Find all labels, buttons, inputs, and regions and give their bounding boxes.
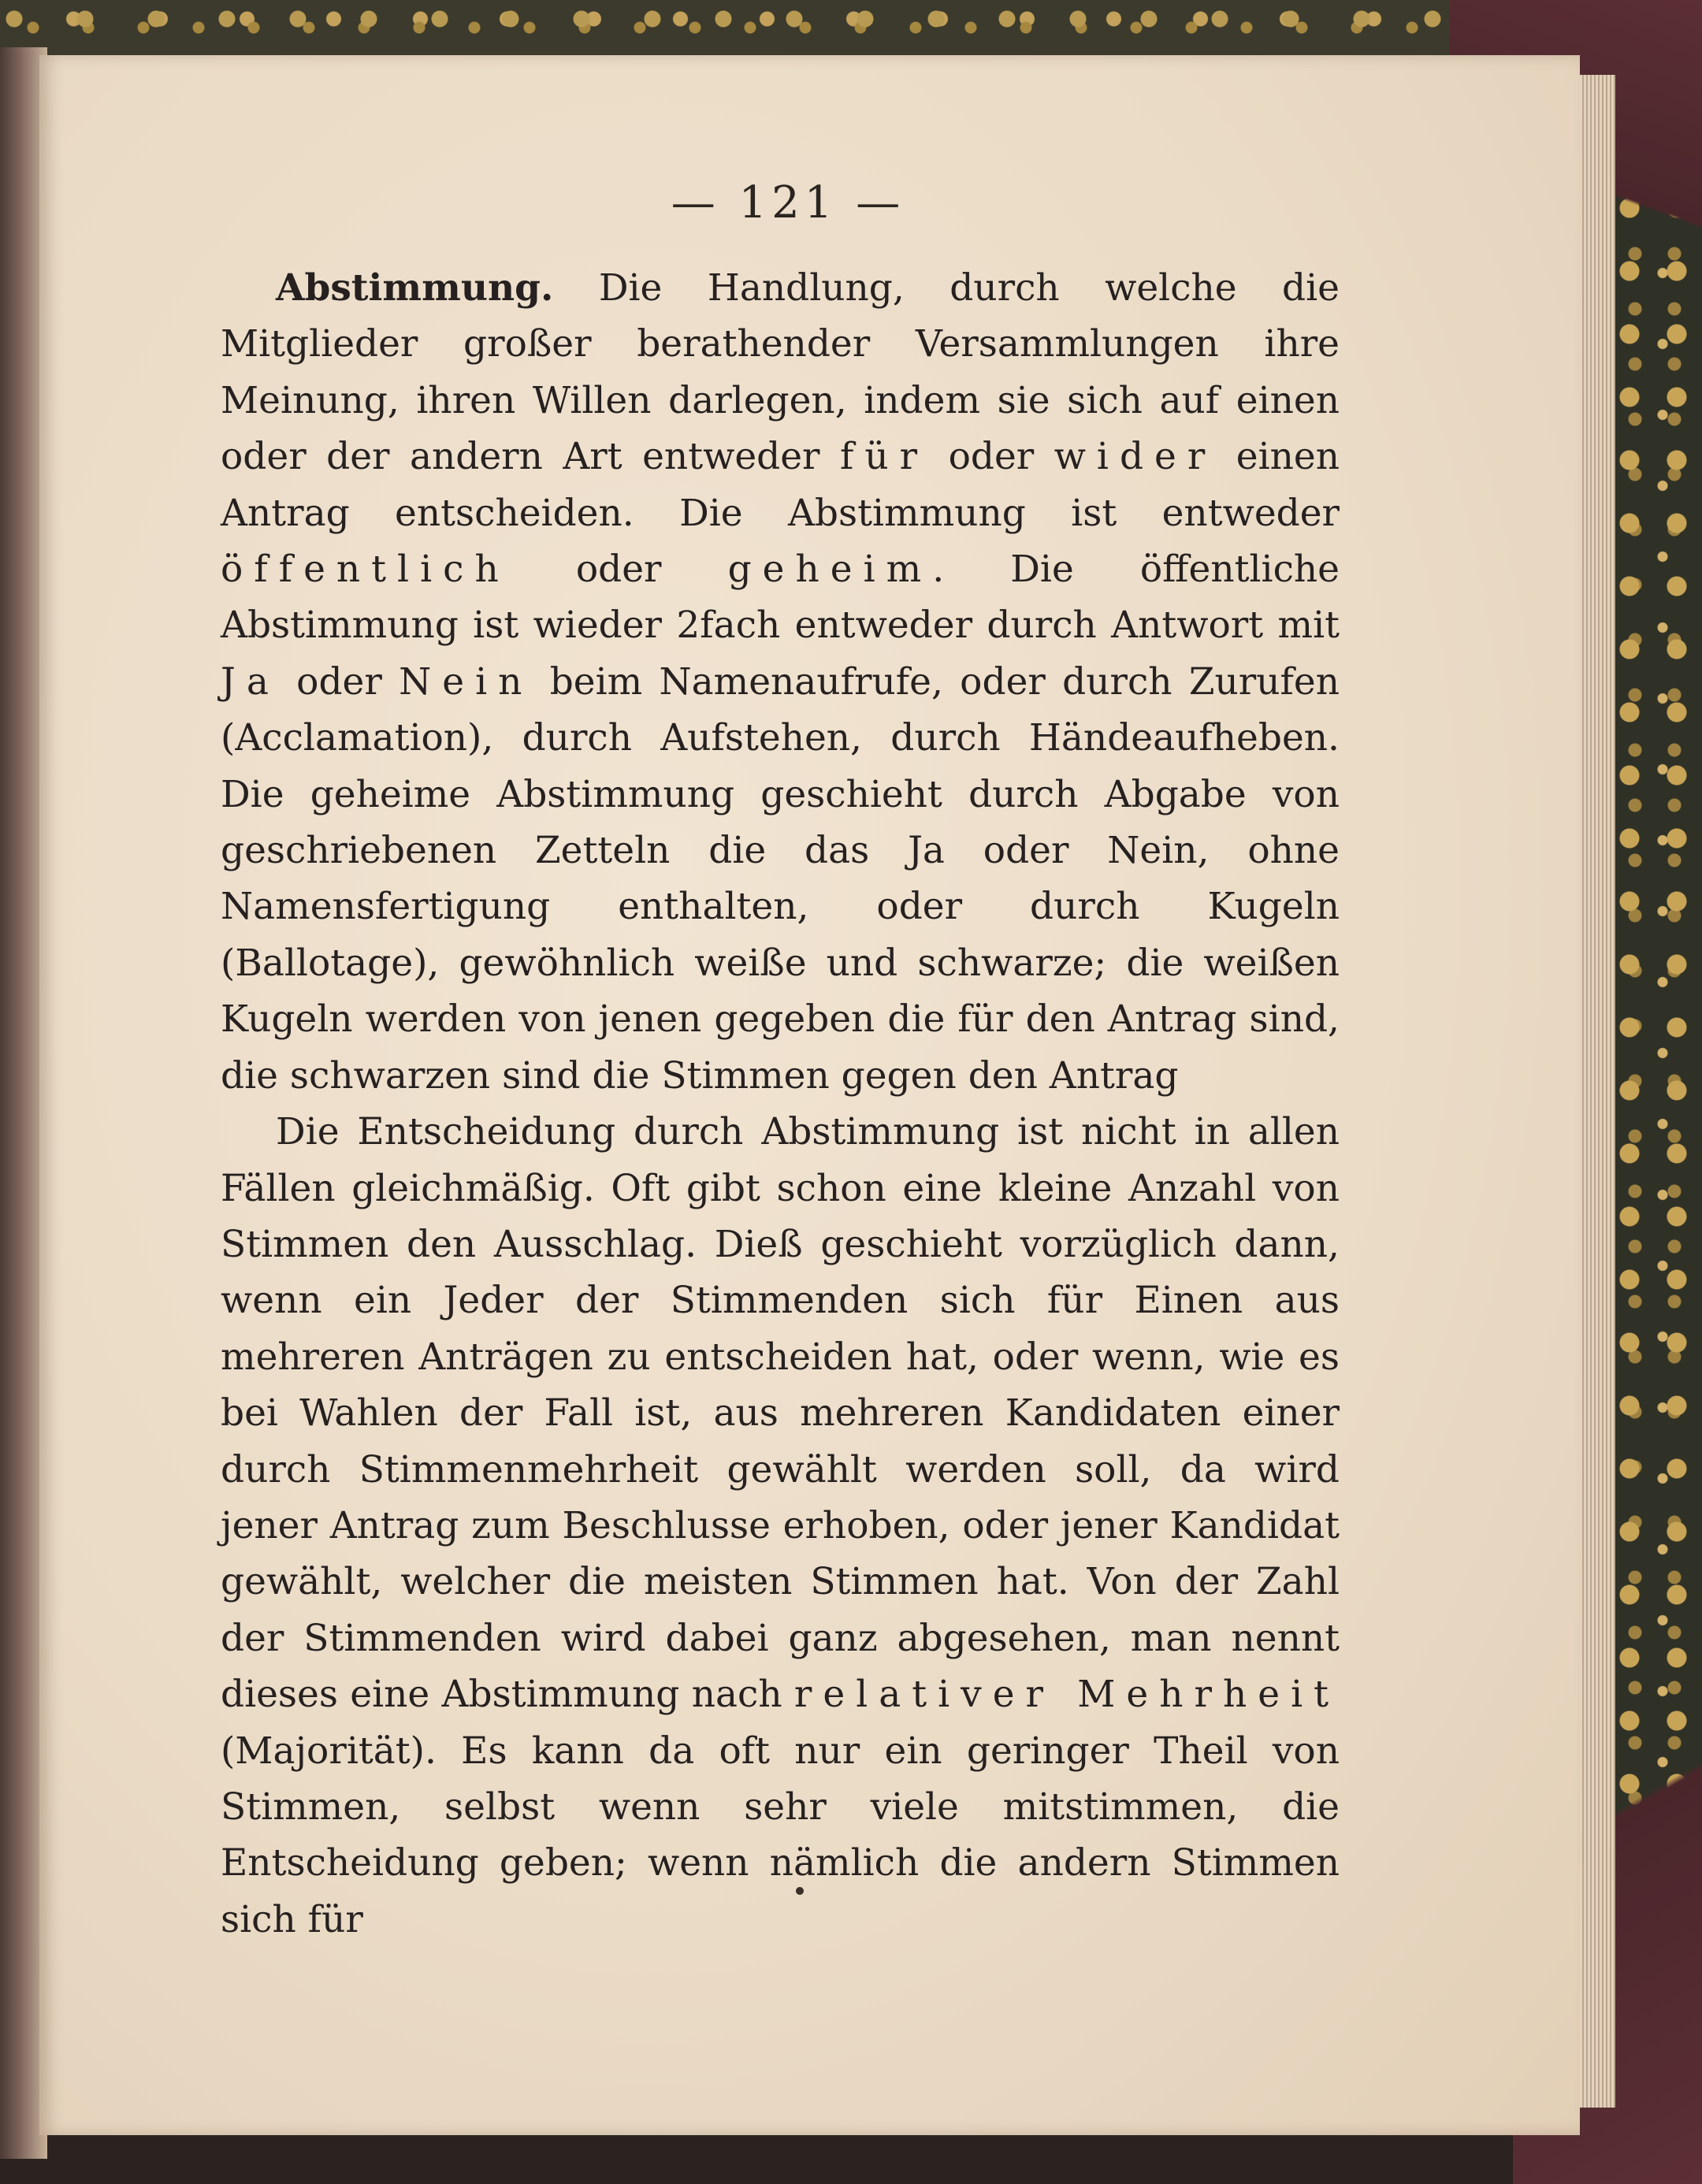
text-segment: (Majorität). Es kann da oft nur ein geringer Theil von Stimmen, selbst wenn sehr viele mitstimmen, die Entscheidung geben; wenn nämlich die andern Stimmen sich für — [221, 1729, 1340, 1941]
text-segment: beim Namenaufrufe, oder durch Zurufen (Acclamation), durch Aufstehen, durch Händeaufheben. Die geheime Abstimmung geschieht durch Abgabe von geschriebenen Zetteln die das Ja oder Nein, ohne Namensfertigung enthalten, oder durch Kugeln (Ballotage), gewöhnlich weiße und schwarze; die weißen Kugeln werden von jenen gegeben die für den Antrag sind, die schwarzen sind die Stimmen gegen den Antrag — [221, 659, 1340, 1098]
spaced-word: Ja — [221, 659, 280, 704]
spaced-word: Nein — [399, 659, 533, 704]
text-segment: einen Antrag entscheiden. Die Abstimmung ist entweder — [221, 435, 1340, 535]
spaced-word: für — [839, 435, 929, 479]
spaced-word: öffentlich — [221, 548, 510, 592]
paragraph-1 — [221, 260, 1340, 1104]
spaced-word: wider — [1054, 435, 1217, 479]
body-text — [221, 260, 1340, 1948]
text-segment: oder — [279, 659, 399, 704]
paragraph-2 — [221, 1104, 1340, 1948]
spaced-word: relativer Mehrheit — [793, 1673, 1340, 1717]
text-segment: oder — [928, 435, 1054, 479]
text-segment: oder — [509, 548, 728, 592]
ink-dot — [796, 1887, 804, 1895]
text-segment: . Die öffentliche Abstimmung ist wieder 2fach entweder durch Antwort mit — [221, 548, 1340, 648]
page-number: — 121 — — [671, 177, 905, 228]
spaced-word: geheim — [727, 548, 933, 592]
text-segment: Die Handlung, durch welche die Mitglieder großer berathender Versammlungen ihre Meinung, ihren Willen darlegen, indem sie sich auf einen oder der andern Art entweder — [221, 266, 1340, 479]
text-segment: Die Entscheidung durch Abstimmung ist nicht in allen Fällen gleichmäßig. Oft gibt schon eine kleine Anzahl von Stimmen den Ausschlag. Dieß geschieht vorzüglich dann, wenn ein Jeder der Stimmenden sich für Einen aus mehreren Anträgen zu entscheiden hat, oder wenn, wie es bei Wahlen der Fall ist, aus mehreren Kandidaten einer durch Stimmenmehrheit gewählt werden soll, da wird jener Antrag zum Beschlusse erhoben, oder jener Kandidat gewählt, welcher die meisten Stimmen hat. Von der Zahl der Stimmenden wird dabei ganz abgesehen, man nennt dieses eine Abstimmung nach — [221, 1110, 1340, 1717]
entry-headword: Abstimmung. — [276, 266, 554, 310]
